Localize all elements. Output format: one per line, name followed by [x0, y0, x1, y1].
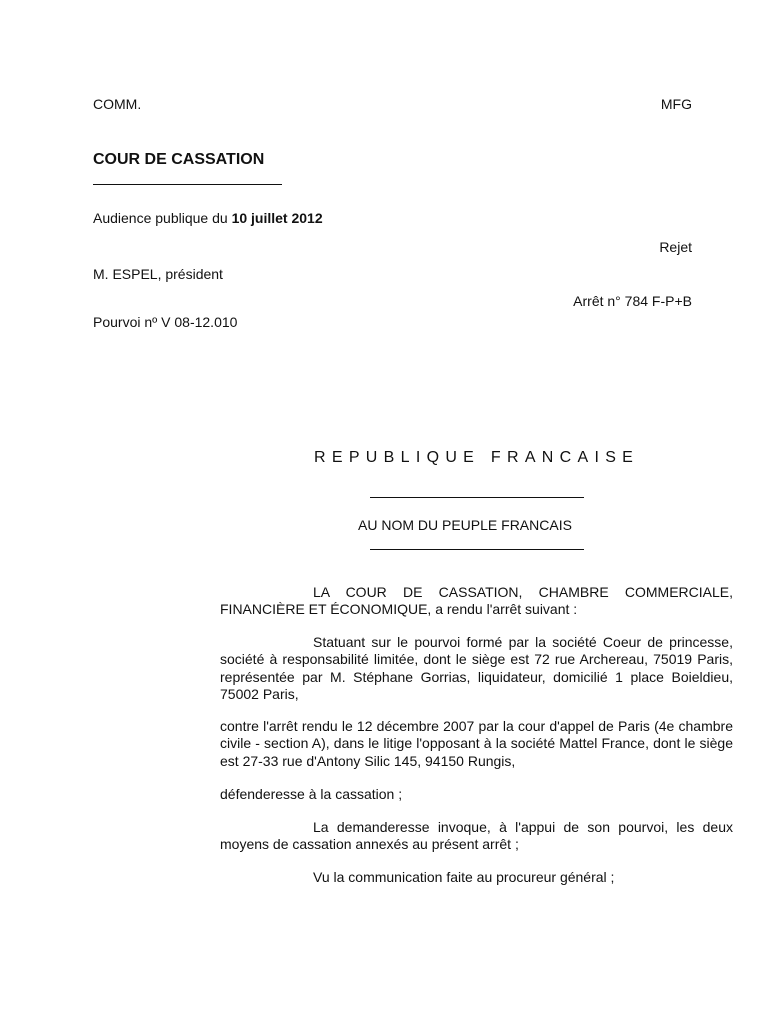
paragraph-intro [220, 584, 733, 619]
paragraph-defenderesse [220, 786, 733, 803]
republic-subtitle: AU NOM DU PEUPLE FRANCAIS [358, 517, 572, 533]
hearing-prefix: Audience publique du [93, 210, 232, 226]
paragraph-moyens-text: La demanderesse invoque, à l'appui de son pourvoi, les deux moyens de cassation annexés au présent arrêt ; [220, 819, 733, 853]
court-name: COUR DE CASSATION [93, 151, 265, 168]
decision-outcome: Rejet [659, 239, 692, 255]
paragraph-contre-text: contre l'arrêt rendu le 12 décembre 2007 par la cour d'appel de Paris (4e chambre civile - section A), dans le litige l'opposant à la société Mattel France, dont le siège est 27-33 rue d'Antony Silic 145, 94150 Rungis, [220, 718, 733, 769]
paragraph-communication-text: Vu la communication faite au procureur général ; [313, 869, 615, 885]
court-name-underline [93, 184, 282, 185]
republic-title: REPUBLIQUE FRANCAISE [314, 449, 640, 466]
president-line: M. ESPEL, président [93, 266, 223, 282]
hearing-line [93, 209, 323, 227]
paragraph-defenderesse-text: défenderesse à la cassation ; [220, 786, 403, 802]
paragraph-statuant [220, 634, 733, 703]
paragraph-moyens [220, 819, 733, 854]
paragraph-contre [220, 718, 733, 770]
arret-number: Arrêt n° 784 F-P+B [573, 293, 692, 309]
header-right-code: MFG [660, 96, 692, 112]
paragraph-intro-text: LA COUR DE CASSATION, CHAMBRE COMMERCIALE, FINANCIÈRE ET ÉCONOMIQUE, a rendu l'arrêt suivant : [220, 584, 733, 618]
header-left-code: COMM. [93, 96, 142, 112]
hearing-date: 10 juillet 2012 [231, 210, 323, 226]
republic-rule-bottom [370, 549, 584, 550]
paragraph-communication [220, 869, 733, 886]
republic-rule-top [370, 497, 584, 498]
paragraph-statuant-text: Statuant sur le pourvoi formé par la société Coeur de princesse, société à responsabilité limitée, dont le siège est 72 rue Archereau, 75019 Paris, représentée par M. Stéphane Gorrias, liquidateur, domicilié 1 place Boieldieu, 75002 Paris, [220, 634, 733, 702]
pourvoi-number: Pourvoi nº V 08-12.010 [93, 314, 238, 330]
